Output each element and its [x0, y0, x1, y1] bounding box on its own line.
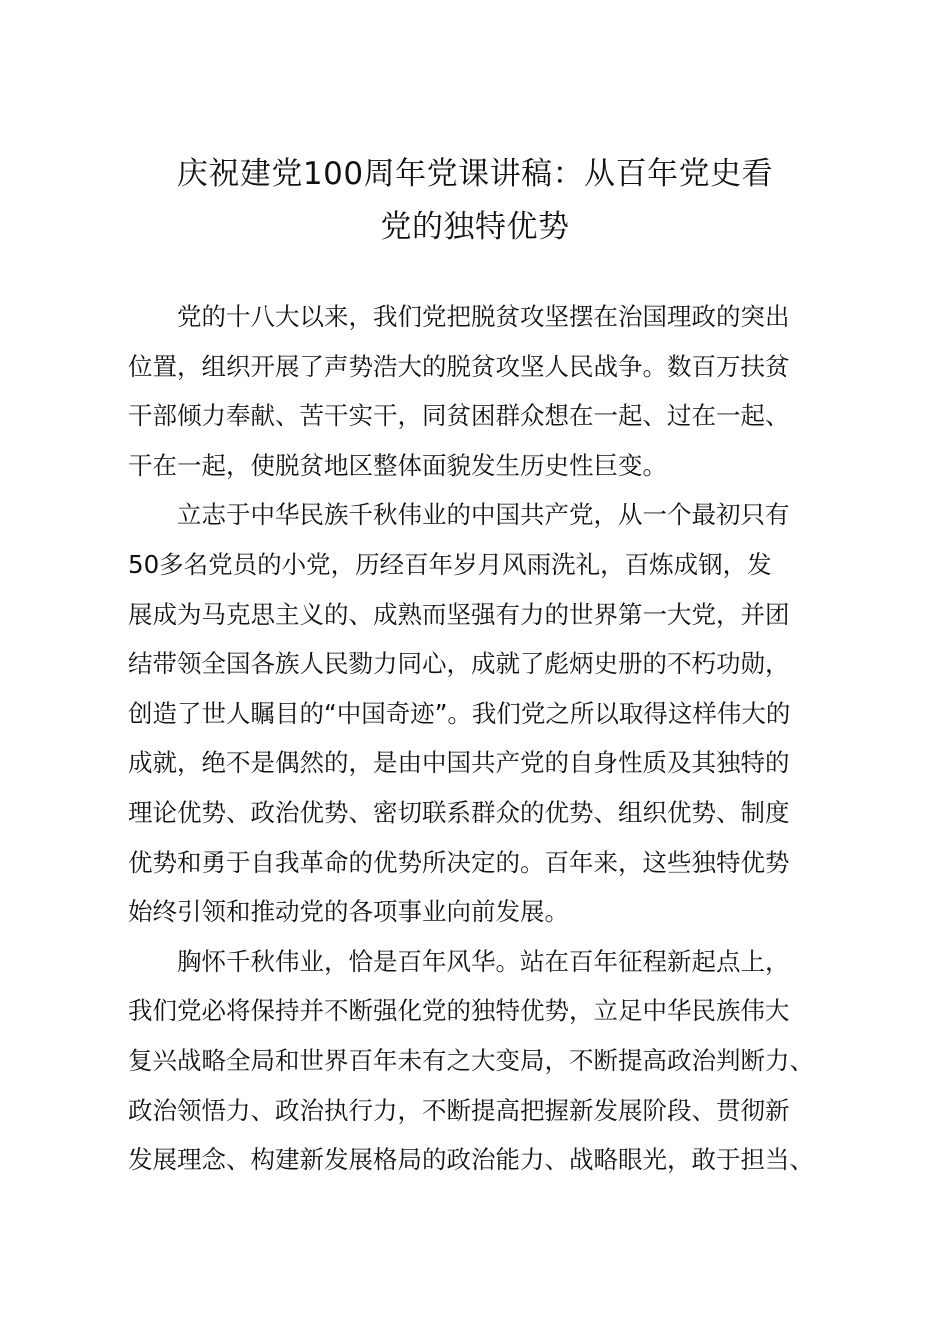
paragraph-line: 50多名党员的小党，历经百年岁月风雨洗礼，百炼成钢，发	[128, 549, 772, 579]
paragraph-line: 发展理念、构建新发展格局的政治能力、战略眼光，敢于担当、	[128, 1145, 814, 1175]
paragraph-line: 理论优势、政治优势、密切联系群众的优势、组织优势、制度	[128, 797, 790, 827]
paragraph-1	[128, 292, 848, 490]
paragraph-line: 结带领全国各族人民勠力同心，成就了彪炳史册的不朽功勋，	[128, 649, 790, 679]
paragraph-line: 干部倾力奉献、苦干实干，同贫困群众想在一起、过在一起、	[128, 401, 790, 431]
paragraph-line: 政治领悟力、政治执行力，不断提高把握新发展阶段、贯彻新	[128, 1095, 790, 1125]
paragraph-line: 始终引领和推动党的各项事业向前发展。	[128, 897, 569, 927]
paragraph-line: 我们党必将保持并不断强化党的独特优势，立足中华民族伟大	[128, 996, 790, 1026]
document-body	[128, 292, 848, 1185]
paragraph-line: 复兴战略全局和世界百年未有之大变局，不断提高政治判断力、	[128, 1045, 814, 1075]
paragraph-3	[128, 937, 848, 1185]
paragraph-line: 党的十八大以来，我们党把脱贫攻坚摆在治国理政的突出	[177, 302, 790, 331]
title-line-2: 党的独特优势	[380, 209, 570, 245]
paragraph-line: 优势和勇于自我革命的优势所决定的。百年来，这些独特优势	[128, 847, 790, 877]
paragraph-line: 立志于中华民族千秋伟业的中国共产党，从一个最初只有	[177, 500, 790, 530]
paragraph-line: 成就，绝不是偶然的，是由中国共产党的自身性质及其独特的	[128, 748, 790, 778]
document-title	[120, 148, 830, 254]
paragraph-2	[128, 490, 848, 936]
paragraph-line: 创造了世人瞩目的“中国奇迹”。我们党之所以取得这样伟大的	[128, 698, 791, 728]
paragraph-line: 位置，组织开展了声势浩大的脱贫攻坚人民战争。数百万扶贫	[128, 351, 790, 381]
title-line-1: 庆祝建党100周年党课讲稿：从百年党史看	[176, 156, 774, 192]
paragraph-line: 展成为马克思主义的、成熟而坚强有力的世界第一大党，并团	[128, 599, 790, 629]
paragraph-line: 胸怀千秋伟业，恰是百年风华。站在百年征程新起点上，	[177, 946, 790, 976]
paragraph-line: 干在一起，使脱贫地区整体面貌发生历史性巨变。	[128, 450, 667, 480]
